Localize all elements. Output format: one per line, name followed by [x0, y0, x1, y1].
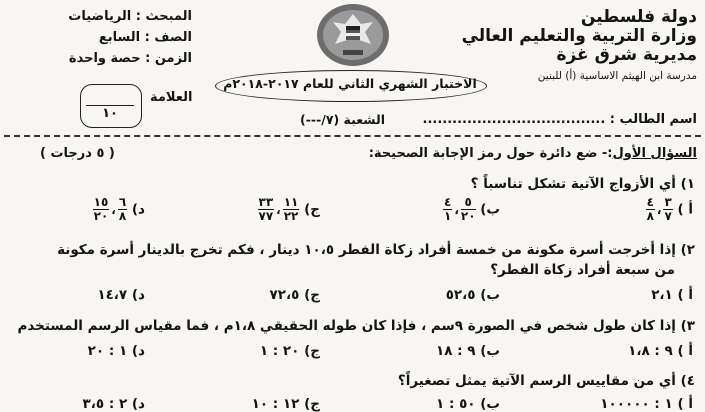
fraction: [118, 196, 127, 223]
item-3-option-b: [436, 343, 500, 359]
denominator: ٨: [646, 209, 654, 223]
option-key: ج): [304, 343, 320, 359]
item-4-option-b: [436, 396, 500, 412]
question-label: السؤال الأول: [612, 146, 697, 161]
option-key: أ ): [677, 201, 693, 218]
item-4-stem: [398, 373, 695, 389]
fraction: [258, 196, 275, 223]
numerator: ١١: [283, 195, 299, 209]
header-left-block: [42, 6, 192, 69]
palestine-emblem-icon: [315, 2, 391, 68]
option-value: ٥٠ : ١: [436, 396, 476, 412]
divider: [4, 135, 701, 137]
option-key: د): [131, 396, 145, 412]
item-text: أي من مقاييس الرسم الآتية يمثل تصغيراً؟: [397, 373, 676, 389]
item-1-option-a: أ ) $\frac{٣}{٧}$ ، $\frac{٤}{٨}$: [646, 195, 693, 223]
option-value: ١٢ : ١٠: [251, 396, 300, 412]
option-key: أ ): [677, 343, 693, 359]
item-3-option-d: [88, 343, 145, 359]
section-field: الشعبة (٧/---): [300, 112, 385, 127]
denominator: ١: [444, 209, 452, 223]
option-key: أ ): [677, 396, 693, 412]
item-number: ١): [680, 176, 695, 192]
option-value: ٩ : ١٨: [436, 343, 476, 359]
item-4-option-d: [83, 396, 145, 412]
numerator: ٤: [444, 195, 452, 209]
fraction: [443, 196, 452, 223]
option-value: ١٤،٧: [97, 287, 128, 303]
grade-line: الصف : السابع: [98, 30, 192, 45]
directorate-name: مديرية شرق غزة: [556, 45, 697, 65]
fraction: [283, 196, 300, 223]
numerator: ٤: [646, 195, 654, 209]
option-value: ١ : ١٠٠٠٠٠: [600, 396, 673, 412]
question-heading: [369, 146, 697, 161]
item-2-option-b: [446, 287, 500, 303]
option-key: د): [131, 201, 145, 218]
item-4-option-a: [600, 396, 693, 412]
item-2-option-d: [97, 287, 145, 303]
item-text: إذا كان طول شخص في الصورة ٩سم ، فإذا كان طوله الحقيقي ١،٨م ، فما مقياس الرسم المستخدم: [17, 318, 676, 334]
header-right-block: [461, 7, 697, 65]
option-value: ٢٠ : ١: [259, 343, 300, 359]
ministry-name: وزارة التربية والتعليم العالي: [461, 26, 697, 46]
item-1-stem: [471, 176, 695, 192]
option-key: ب): [480, 396, 500, 412]
item-number: ٤): [680, 373, 695, 389]
option-value: ٢،١: [651, 287, 673, 303]
subject-line: المبحث : الرياضيات: [68, 9, 192, 24]
option-key: د): [131, 287, 145, 303]
option-key: د): [131, 343, 145, 359]
item-1-option-d: د) $\frac{٦}{٨}$ ، $\frac{١٥}{٢٠}$: [93, 195, 145, 223]
option-value: ٥٢،٥: [445, 287, 476, 303]
fraction: [461, 196, 476, 223]
mark-max: ١٠: [102, 106, 118, 121]
denominator: ٢٠: [93, 209, 109, 223]
denominator: ٨: [118, 209, 127, 223]
item-2-option-a: [651, 287, 693, 303]
item-1-option-b: ب) $\frac{٥}{٢٠}$ ، $\frac{٤}{١}$: [444, 195, 500, 223]
item-3-option-a: [628, 343, 693, 359]
country-name: دولة فلسطين: [580, 7, 697, 27]
item-number: ٣): [680, 318, 695, 334]
item-text: إذا أخرجت أسرة مكونة من خمسة أفراد زكاة الفطر ١٠،٥ دينار ، فكم تخرج بالدينار أسرة مكونة: [57, 242, 676, 258]
fraction: [93, 196, 110, 223]
denominator: ٢٢: [283, 209, 299, 223]
numerator: ١٥: [93, 195, 109, 209]
mark-label: العلامة: [150, 90, 193, 105]
option-key: ج): [304, 201, 320, 218]
option-value: ٢ : ٣،٥: [82, 396, 128, 412]
student-name-field: اسم الطالب : .....................................: [422, 112, 697, 127]
option-key: ب): [480, 201, 500, 218]
question-instruction: :- ضع دائرة حول رمز الإجابة الصحيحة:: [368, 146, 613, 161]
item-2-option-c: [270, 287, 320, 303]
question-points: ( ٥ درجات ): [40, 146, 115, 161]
denominator: ٧: [664, 209, 672, 223]
school-name: مدرسة ابن الهيثم الاساسية (أ) للبنين: [537, 70, 697, 82]
option-key: ج): [304, 287, 320, 303]
item-2-stem-line2: من سبعة أفراد زكاة الفطر؟: [490, 262, 675, 278]
option-key: ج): [304, 396, 320, 412]
numerator: ٥: [461, 196, 476, 210]
denominator: ٧٧: [258, 209, 274, 223]
numerator: ٦: [118, 195, 127, 209]
option-key: ب): [480, 343, 500, 359]
time-line: الزمن : حصة واحدة: [68, 51, 192, 66]
item-2-stem: [57, 242, 695, 258]
item-text: أي الأزواج الآتية تشكل تناسباً ؟: [470, 176, 676, 192]
numerator: ٣: [664, 195, 672, 209]
option-value: ٧٢،٥: [269, 287, 300, 303]
exam-title: الاختبار الشهري الثاني للعام ٢٠١٧-٢٠١٨م: [223, 76, 477, 91]
item-3-stem: [17, 318, 695, 334]
option-value: ١ : ٢٠: [87, 343, 128, 359]
item-4-option-c: [252, 396, 320, 412]
fraction: [646, 196, 655, 223]
item-1-option-c: ج) $\frac{١١}{٢٢}$ ، $\frac{٣٣}{٧٧}$: [258, 195, 320, 223]
option-value: ٩ : ١،٨: [628, 343, 673, 359]
item-3-option-c: [260, 343, 320, 359]
option-key: أ ): [677, 287, 693, 303]
denominator: ٢٠: [460, 209, 476, 223]
item-number: ٢): [680, 242, 695, 258]
fraction: [663, 196, 672, 223]
option-key: ب): [480, 287, 500, 303]
numerator: ٣٣: [258, 195, 274, 209]
